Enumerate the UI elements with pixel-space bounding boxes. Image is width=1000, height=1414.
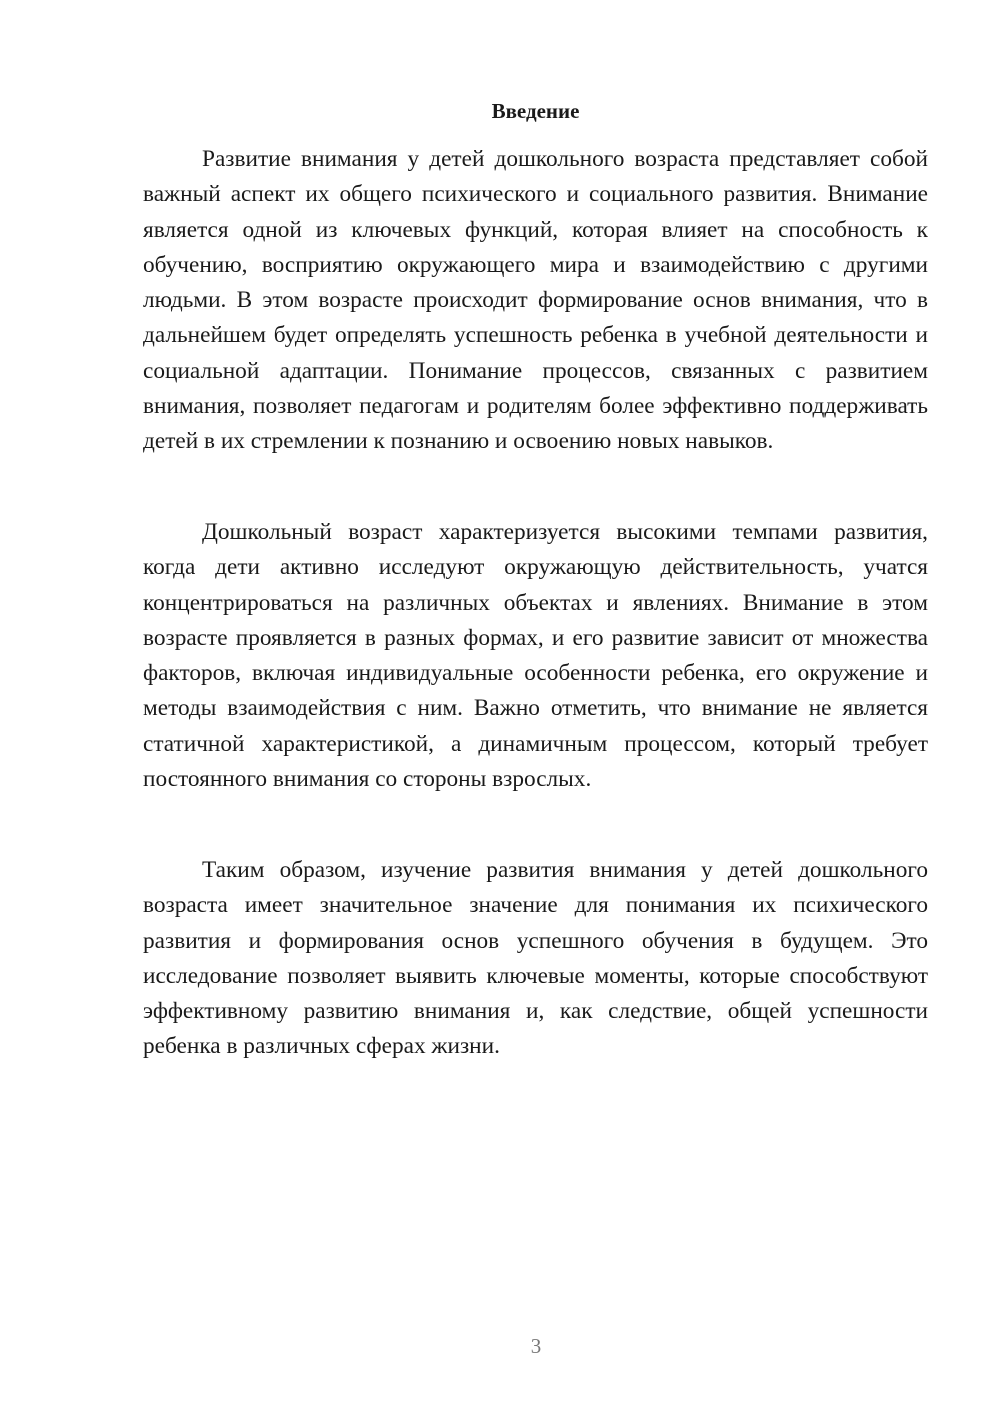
section-heading: Введение (491, 99, 580, 123)
intro-paragraph-3: Таким образом, изучение развития внимания у детей дошкольного возраста имеет значительное значение для понимания их психического развития и формирования основ успешного обучения в будущем. Это исследование позволяет выявить ключевые моменты, которые способствуют эффективному развитию внимания и, как следствие, общей успешности ребенка в различных сферах жизни. (143, 857, 928, 1060)
intro-paragraph-1: Развитие внимания у детей дошкольного возраста представляет собой важный аспект их общего психического и социального развития. Внимание является одной из ключевых функций, которая влияет на способность к обучению, восприятию окружающего мира и взаимодействию с другими людьми. В этом возрасте происходит формирование основ внимания, что в дальнейшем будет определять успешность ребенка в учебной деятельности и социальной адаптации. Понимание процессов, связанных с развитием внимания, позволяет педагогам и родителям более эффективно поддерживать детей в их стремлении к познанию и освоению новых навыков. (143, 146, 928, 455)
page-number: 3 (530, 1334, 542, 1358)
intro-paragraph-2: Дошкольный возраст характеризуется высокими темпами развития, когда дети активно исследуют окружающую действительность, учатся концентрироваться на различных объектах и явлениях. Внимание в этом возрасте проявляется в разных формах, и его развитие зависит от множества факторов, включая индивидуальные особенности ребенка, его окружение и методы взаимодействия с ним. Важно отметить, что внимание не является статичной характеристикой, а динамичным процессом, который требует постоянного внимания со стороны взрослых. (143, 519, 928, 793)
